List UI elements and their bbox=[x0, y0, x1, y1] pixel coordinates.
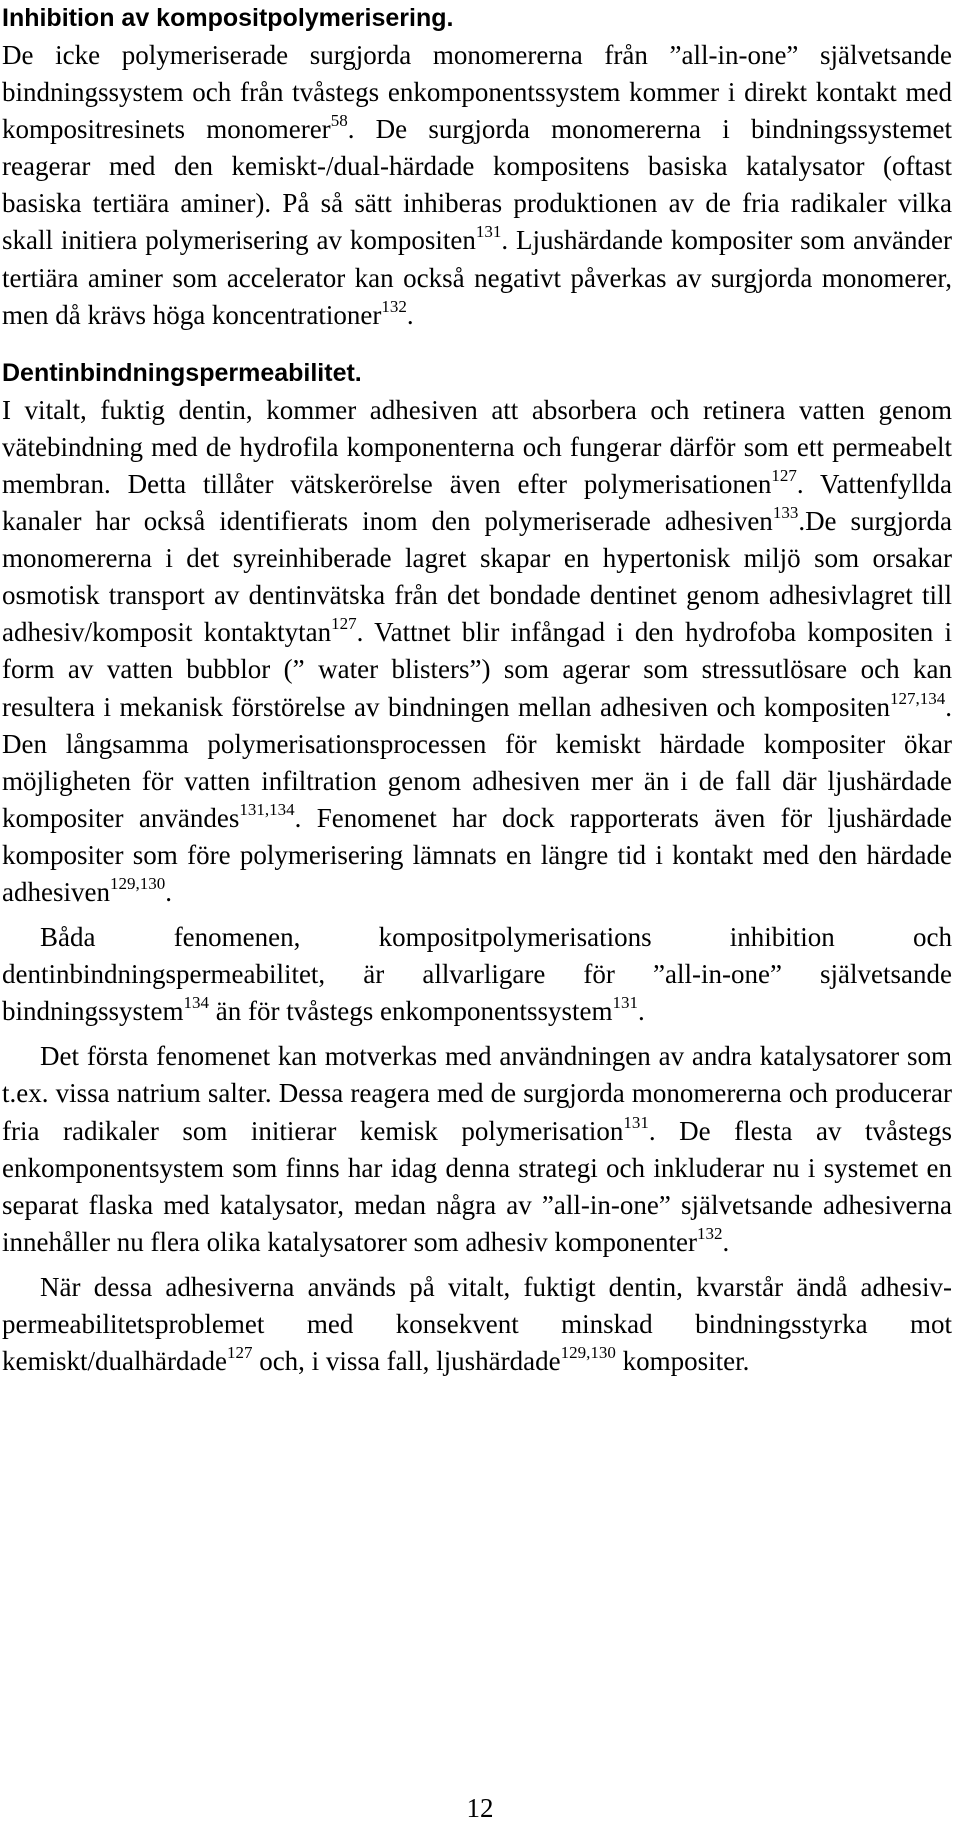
text-run: . bbox=[722, 1226, 730, 1257]
paragraph-permeability-1 bbox=[2, 392, 952, 911]
reference-number: 131 bbox=[623, 1112, 649, 1132]
reference-number: 132 bbox=[381, 296, 407, 316]
reference-number: 131 bbox=[475, 222, 502, 242]
reference-number: 133 bbox=[772, 503, 799, 523]
text-run: och, i vissa fall, ljushärdade bbox=[252, 1346, 561, 1377]
reference-number: 127,134 bbox=[890, 688, 946, 708]
section-heading-inhibition: Inhibition av kompositpolymerisering. bbox=[2, 4, 454, 32]
reference-number: 129,130 bbox=[109, 873, 166, 893]
text-run: De icke polymeriserade surgjorda monomererna från ”all-in-one” självetsande bindningssystem och från tvåstegs enkomponentssystem kommer i direkt kontakt med kompositresinets monomerer bbox=[2, 40, 952, 145]
text-run: Båda fenomenen, kompositpolymerisations inhibition och dentinbindningspermeabilitet, är allvarligare för ”all-in-one” självetsande bindningssystem bbox=[2, 922, 952, 1027]
page-number: 12 bbox=[466, 1793, 494, 1823]
text-run: . Ljushärdande kompositer som använder tertiära aminer som accelerator kan också negativt påverkas av surgjorda monomerer, men då krävs höga koncentrationer bbox=[2, 225, 952, 330]
section-heading-permeability: Dentinbindningspermeabilitet. bbox=[2, 358, 362, 387]
reference-number: 131,134 bbox=[239, 799, 295, 819]
text-run: Det första fenomenet kan motverkas med användningen av andra katalysatorer som t.ex. vissa natrium salter. Dessa reagera med de surgjorda monomererna och producerar fria radikaler som initierar kemisk polymerisation bbox=[2, 1041, 952, 1146]
paragraph-inhibition bbox=[2, 37, 952, 334]
text-run: . bbox=[406, 299, 414, 330]
text-run: I vitalt, fuktig dentin, kommer adhesiven att absorbera och retinera vatten genom vätebindning med de hydrofila komponenterna och fungerar därför som ett permeabelt membran. Detta tillåter vätskerörelse även efter polymerisationen bbox=[2, 394, 952, 499]
text-run: . Vattenfyllda kanaler har också identifierats inom den polymeriserade adhesiven bbox=[2, 468, 952, 537]
reference-number: 129,130 bbox=[560, 1343, 616, 1363]
text-run: än för tvåstegs enkomponentssystem bbox=[209, 996, 613, 1027]
text-run: kompositer. bbox=[615, 1346, 750, 1377]
text-run: . De flesta av tvåstegs enkomponentsystem som finns har idag denna strategi och inkluderar nu i systemet en separat flaska med katalysator, medan några av ”all-in-one” självetsande adhesiverna innehåller nu flera olika katalysatorer som adhesiv komponenter bbox=[2, 1115, 953, 1257]
text-run: . bbox=[637, 996, 645, 1027]
reference-number: 131 bbox=[612, 993, 638, 1013]
paragraph-permeability-2 bbox=[2, 919, 952, 1030]
reference-number: 127 bbox=[226, 1343, 253, 1363]
reference-number: 127 bbox=[771, 465, 797, 485]
reference-number: 132 bbox=[697, 1223, 723, 1243]
text-run: . bbox=[165, 876, 172, 907]
text-run: .De surgjorda monomererna i det syreinhiberade lagret skapar en hypertonisk miljö som orsakar osmotisk transport av dentinvätska från det bondade dentinet genom adhesivlagret till adhesiv/komposit kontaktytan bbox=[2, 506, 952, 648]
text-run: När dessa adhesiverna används på vitalt, fuktigt dentin, kvarstår ändå adhesiv-permeabilitetsproblemet med konsekvent minskad bindningsstyrka mot kemiskt/dualhärdade bbox=[2, 1271, 952, 1377]
document-body bbox=[2, 0, 952, 1380]
text-run: . Fenomenet har dock rapporterats även för ljushärdade kompositer som före polymerisering lämnats en längre tid i kontakt med den härdade adhesiven bbox=[2, 802, 952, 907]
text-run: . Den långsamma polymerisationsprocessen för kemiskt härdade kompositer ökar möjligheten för vatten infiltration genom adhesiven mer än i de fall där ljushärdade kompositer användes bbox=[2, 691, 952, 833]
reference-number: 134 bbox=[183, 993, 210, 1013]
text-run: . Vattnet blir infångad i den hydrofoba kompositen i form av vatten bubblor (” water blisters”) som agerar som stressutlösare och kan resultera i mekanisk förstörelse av bindningen mellan adhesiven och kompositen bbox=[2, 617, 952, 722]
text-run: . De surgjorda monomererna i bindningssystemet reagerar med den kemiskt-/dual-härdade kompositens basiska katalysator (oftast basiska tertiära aminer). På så sätt inhiberas produktionen av de fria radikaler vilka skall initiera polymerisering av kompositen bbox=[2, 114, 953, 256]
paragraph-permeability-3 bbox=[2, 1038, 952, 1261]
reference-number: 127 bbox=[331, 614, 357, 634]
paragraph-permeability-4 bbox=[2, 1269, 952, 1380]
reference-number: 58 bbox=[330, 111, 348, 131]
